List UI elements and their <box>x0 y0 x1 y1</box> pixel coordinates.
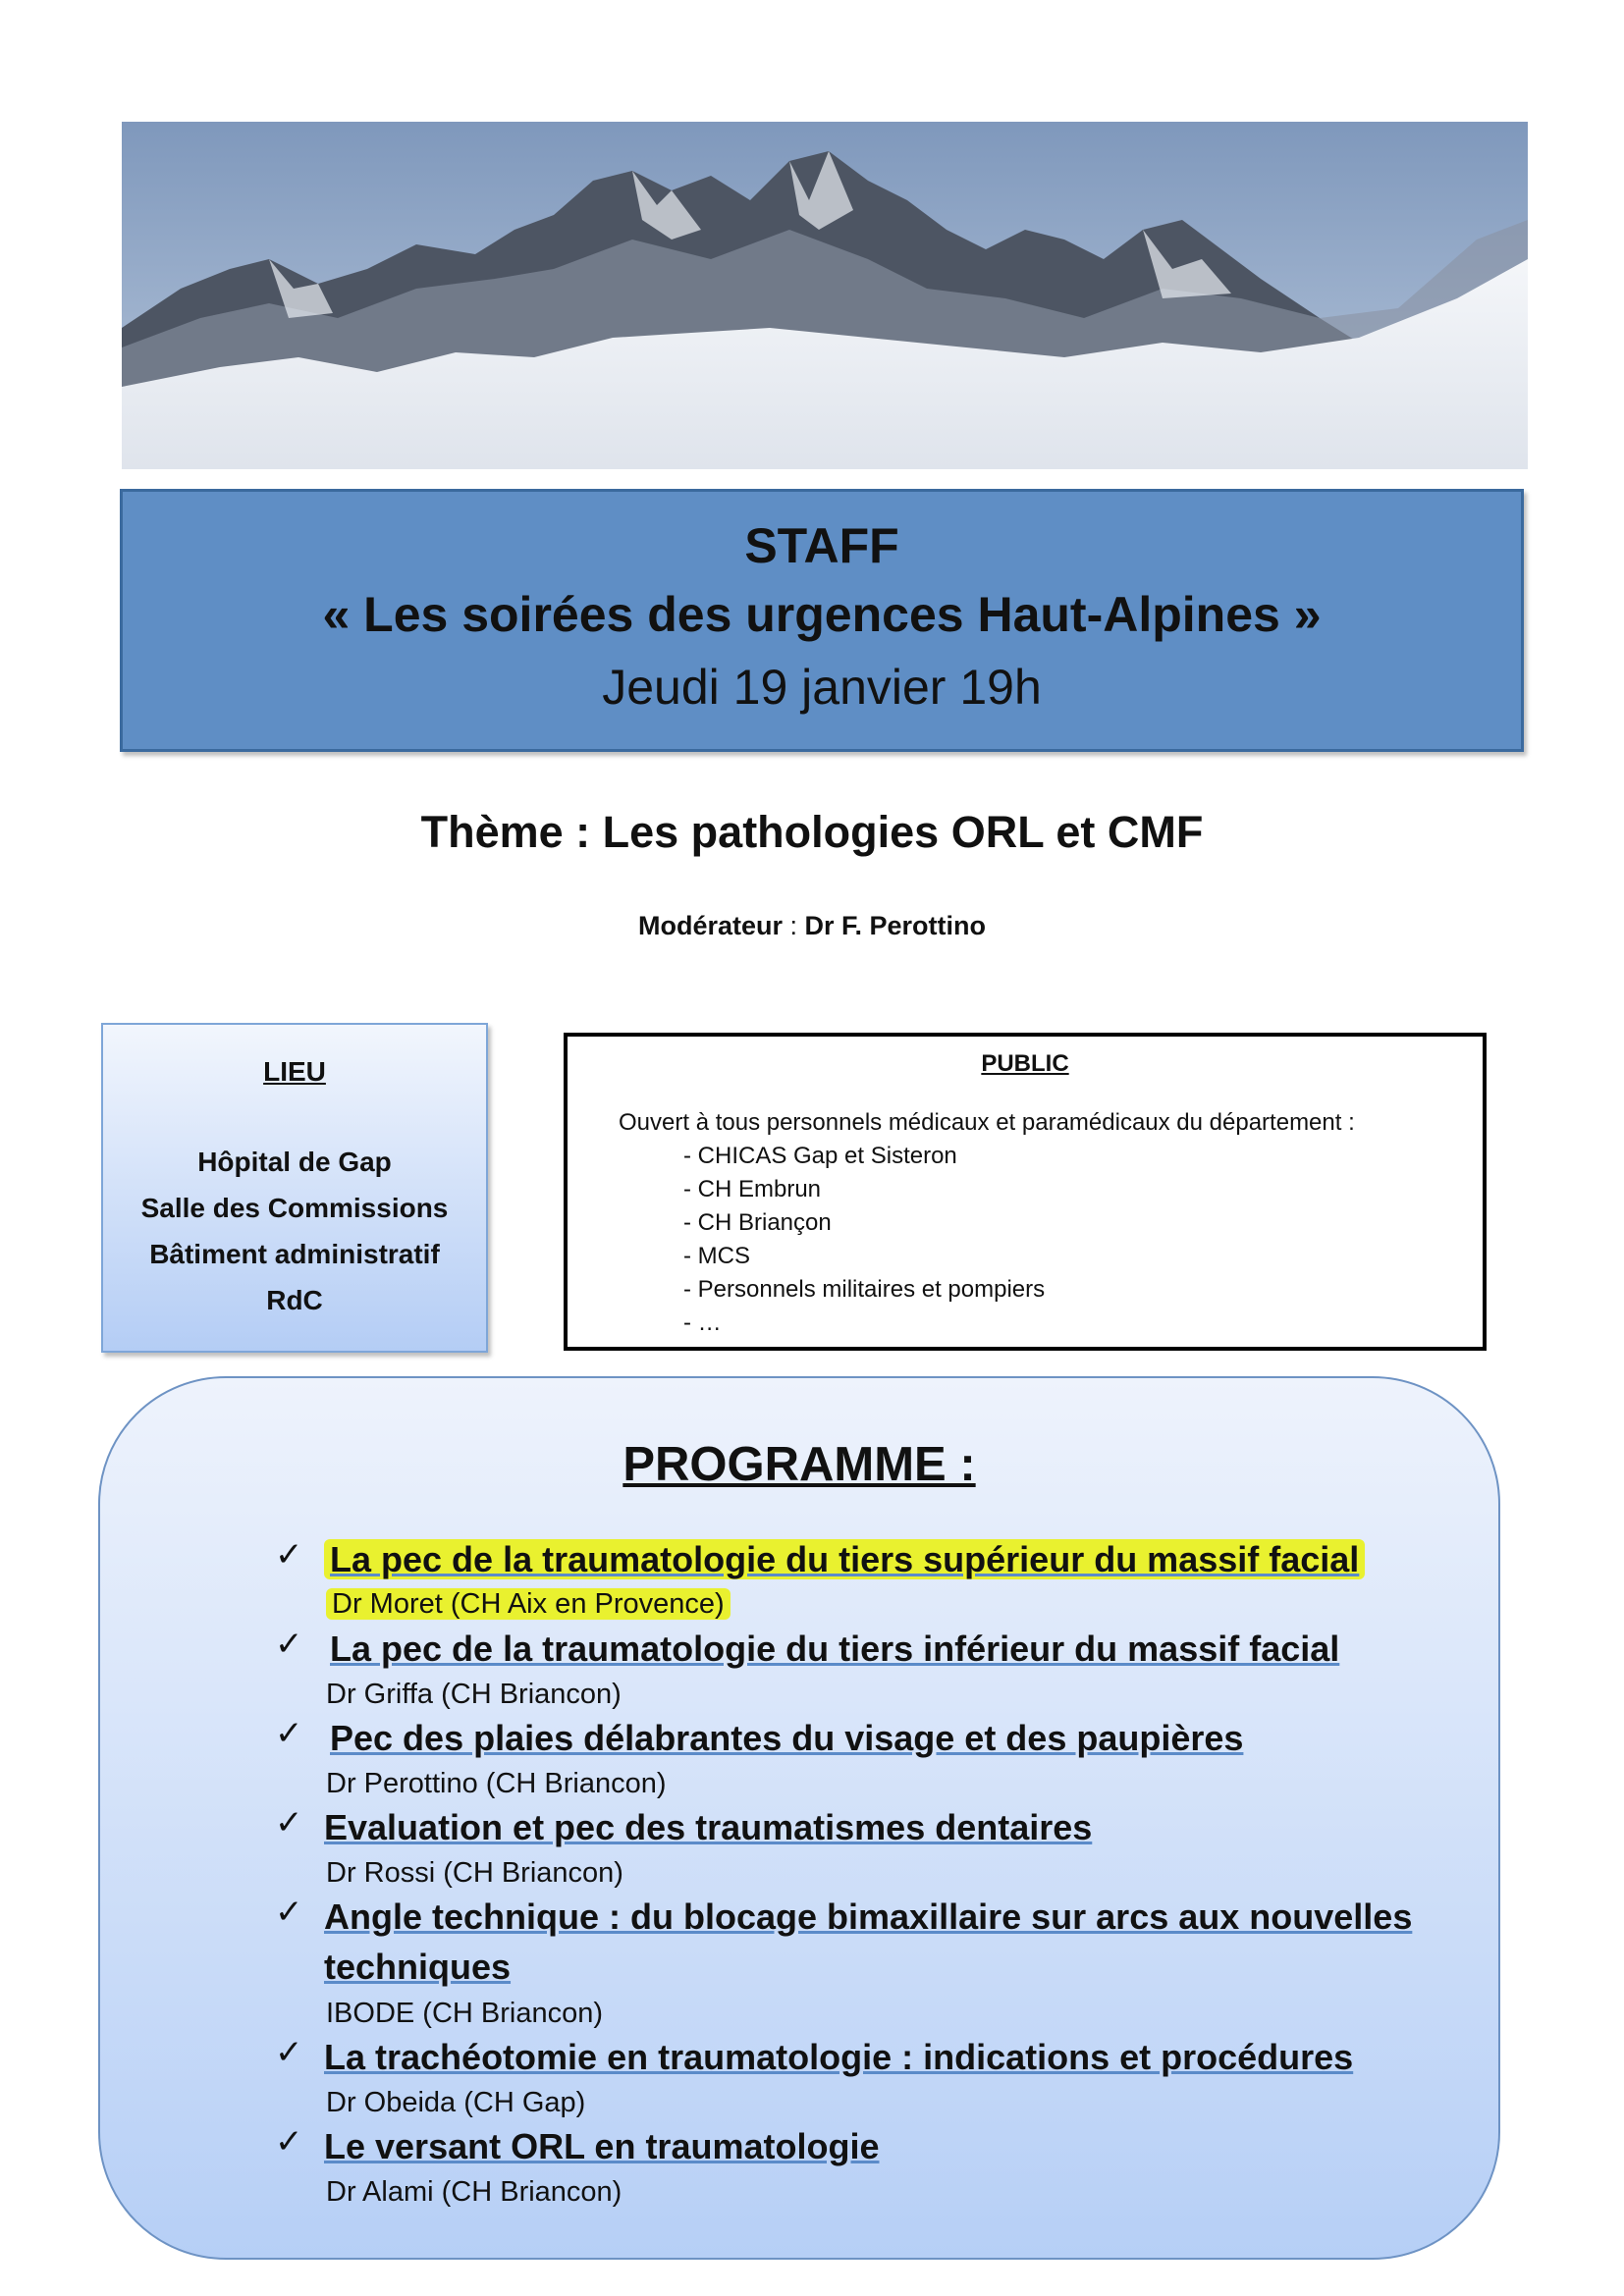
moderator-label: Modérateur <box>637 911 783 940</box>
programme-item-speaker <box>326 1588 731 1621</box>
event-theme: Thème : Les pathologies ORL et CMF <box>420 807 1204 857</box>
programme-item-title: Angle technique : du blocage bimaxillaire sur arcs aux nouvelles <box>324 1896 1413 1937</box>
event-category: STAFF <box>744 518 899 573</box>
moderator-separator: : <box>783 911 805 940</box>
audience-item: - … <box>683 1309 722 1336</box>
mountain-illustration <box>122 122 1528 469</box>
programme-box <box>98 1376 1500 2260</box>
checkmark-icon: ✓ <box>275 1536 303 1574</box>
location-line: RdC <box>266 1285 323 1315</box>
checkmark-icon: ✓ <box>275 2123 303 2161</box>
checkmark-icon: ✓ <box>275 1715 303 1752</box>
mountain-banner-image <box>122 122 1528 469</box>
programme-item-speaker: Dr Alami (CH Briancon) <box>326 2176 623 2208</box>
checkmark-icon: ✓ <box>275 2034 303 2071</box>
audience-box <box>564 1033 1487 1351</box>
highlighted-speaker: Dr Moret (CH Aix en Provence) <box>326 1588 731 1620</box>
location-line: Hôpital de Gap <box>197 1147 392 1177</box>
location-title: LIEU <box>263 1056 326 1087</box>
programme-item-speaker: Dr Rossi (CH Briancon) <box>326 1857 623 1889</box>
location-line: Bâtiment administratif <box>149 1239 440 1269</box>
programme-title: PROGRAMME : <box>623 1438 976 1491</box>
programme-item-title-continued: techniques <box>324 1947 512 1987</box>
audience-item: - CH Embrun <box>683 1176 822 1202</box>
location-line: Salle des Commissions <box>140 1193 449 1223</box>
programme-item-title: Pec des plaies délabrantes du visage et des paupières <box>330 1718 1244 1758</box>
programme-item-title: La pec de la traumatologie du tiers inférieur du massif facial <box>330 1629 1340 1669</box>
moderator-line <box>0 911 1624 941</box>
audience-item: - MCS <box>683 1243 750 1269</box>
programme-item-title: La trachéotomie en traumatologie : indications et procédures <box>324 2037 1354 2077</box>
event-date: Jeudi 19 janvier 19h <box>602 660 1042 715</box>
programme-item-title: Le versant ORL en traumatologie <box>324 2126 880 2166</box>
programme-item-speaker: Dr Obeida (CH Gap) <box>326 2087 586 2118</box>
event-series-title: « Les soirées des urgences Haut-Alpines » <box>322 587 1322 642</box>
audience-item: - CHICAS Gap et Sisteron <box>683 1143 957 1169</box>
programme-item-speaker: Dr Perottino (CH Briancon) <box>326 1768 667 1799</box>
event-title-box <box>120 489 1524 752</box>
audience-title: PUBLIC <box>981 1050 1069 1077</box>
checkmark-icon: ✓ <box>275 1804 303 1842</box>
moderator-name: Dr F. Perottino <box>804 911 987 940</box>
programme-item-speaker: IBODE (CH Briancon) <box>326 1998 604 2029</box>
audience-item: - Personnels militaires et pompiers <box>683 1276 1046 1303</box>
programme-item-title: Evaluation et pec des traumatismes dentaires <box>324 1807 1093 1847</box>
audience-intro: Ouvert à tous personnels médicaux et paramédicaux du département : <box>619 1109 1355 1136</box>
checkmark-icon: ✓ <box>275 1626 303 1663</box>
programme-item-title <box>324 1535 1365 1584</box>
checkmark-icon: ✓ <box>275 1894 303 1931</box>
highlighted-title: La pec de la traumatologie du tiers supérieur du massif facial <box>324 1539 1365 1579</box>
audience-item: - CH Briançon <box>683 1209 832 1236</box>
programme-item-speaker: Dr Griffa (CH Briancon) <box>326 1679 622 1710</box>
location-box <box>101 1023 488 1353</box>
